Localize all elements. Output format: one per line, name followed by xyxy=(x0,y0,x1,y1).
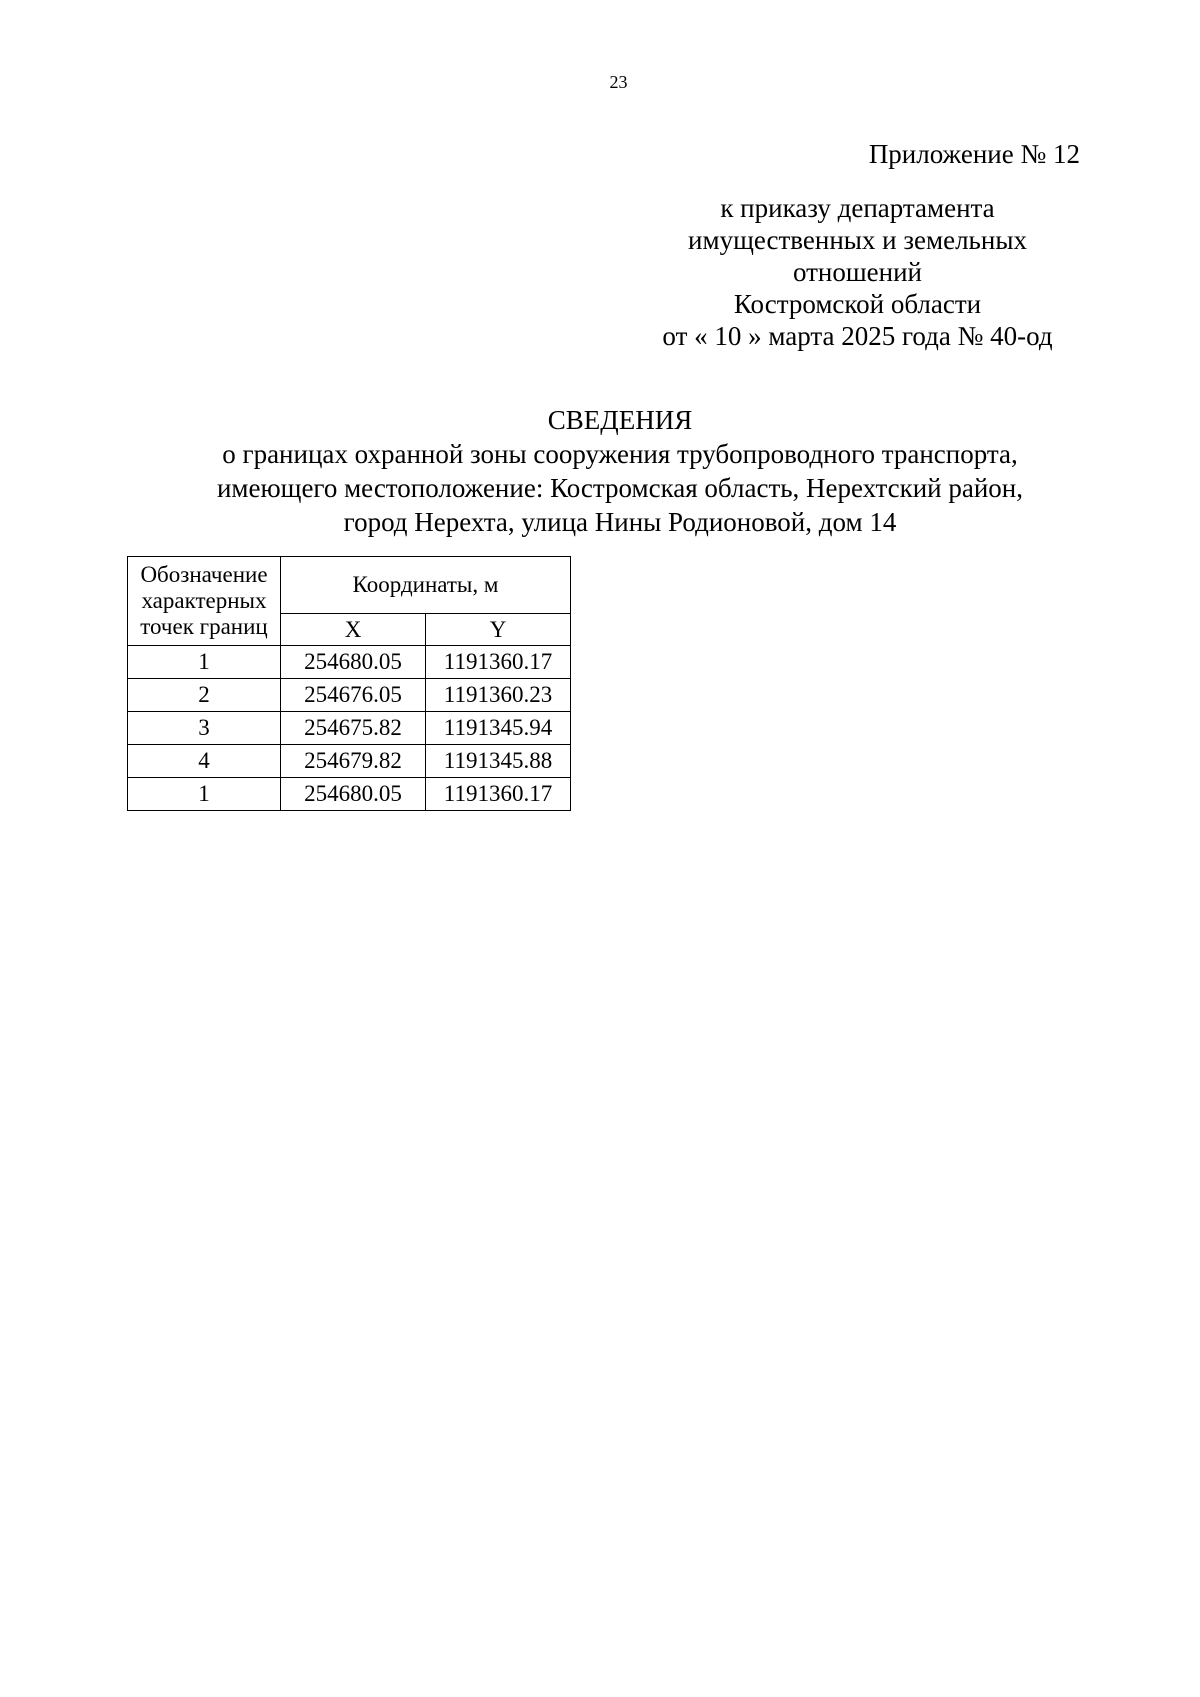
order-reference xyxy=(630,192,1085,352)
point-header-line: Обозначение xyxy=(140,562,268,587)
order-line: к приказу департамента xyxy=(720,193,995,223)
y-column-header: Y xyxy=(426,614,571,646)
table-row xyxy=(128,679,571,712)
document-heading xyxy=(130,403,1110,539)
order-line: отношений xyxy=(792,257,922,287)
document-subtitle-line: город Нерехта, улица Нины Родионовой, дом 14 xyxy=(343,507,897,537)
x-cell: 254680.05 xyxy=(281,646,426,679)
coordinates-table xyxy=(127,556,571,811)
order-line: имущественных и земельных xyxy=(688,225,1027,255)
table-row xyxy=(128,712,571,745)
point-header-line: характерных xyxy=(141,588,267,613)
order-line: Костромской области xyxy=(733,289,982,319)
y-cell: 1191360.23 xyxy=(426,679,571,712)
document-subtitle-line: имеющего местоположение: Костромская область, Нерехтский район, xyxy=(216,473,1024,503)
table-row xyxy=(128,745,571,778)
order-line: от « 10 » марта 2025 года № 40-од xyxy=(662,321,1053,351)
table-row xyxy=(128,778,571,811)
x-cell: 254680.05 xyxy=(281,778,426,811)
x-cell: 254675.82 xyxy=(281,712,426,745)
point-cell: 3 xyxy=(128,712,281,745)
y-cell: 1191360.17 xyxy=(426,646,571,679)
point-cell: 1 xyxy=(128,646,281,679)
x-cell: 254676.05 xyxy=(281,679,426,712)
point-cell: 4 xyxy=(128,745,281,778)
appendix-title: Приложение № 12 xyxy=(868,139,1080,169)
table-row xyxy=(128,646,571,679)
x-column-header: X xyxy=(281,614,426,646)
document-title: СВЕДЕНИЯ xyxy=(547,405,693,435)
point-cell: 1 xyxy=(128,778,281,811)
y-cell: 1191360.17 xyxy=(426,778,571,811)
y-cell: 1191345.94 xyxy=(426,712,571,745)
x-cell: 254679.82 xyxy=(281,745,426,778)
point-header-line: точек границ xyxy=(140,614,268,639)
point-cell: 2 xyxy=(128,679,281,712)
coordinates-column-header: Координаты, м xyxy=(281,557,571,614)
document-subtitle-line: о границах охранной зоны сооружения трубопроводного транспорта, xyxy=(222,439,1018,469)
page-number: 23 xyxy=(609,72,628,92)
point-column-header xyxy=(128,557,281,646)
y-cell: 1191345.88 xyxy=(426,745,571,778)
